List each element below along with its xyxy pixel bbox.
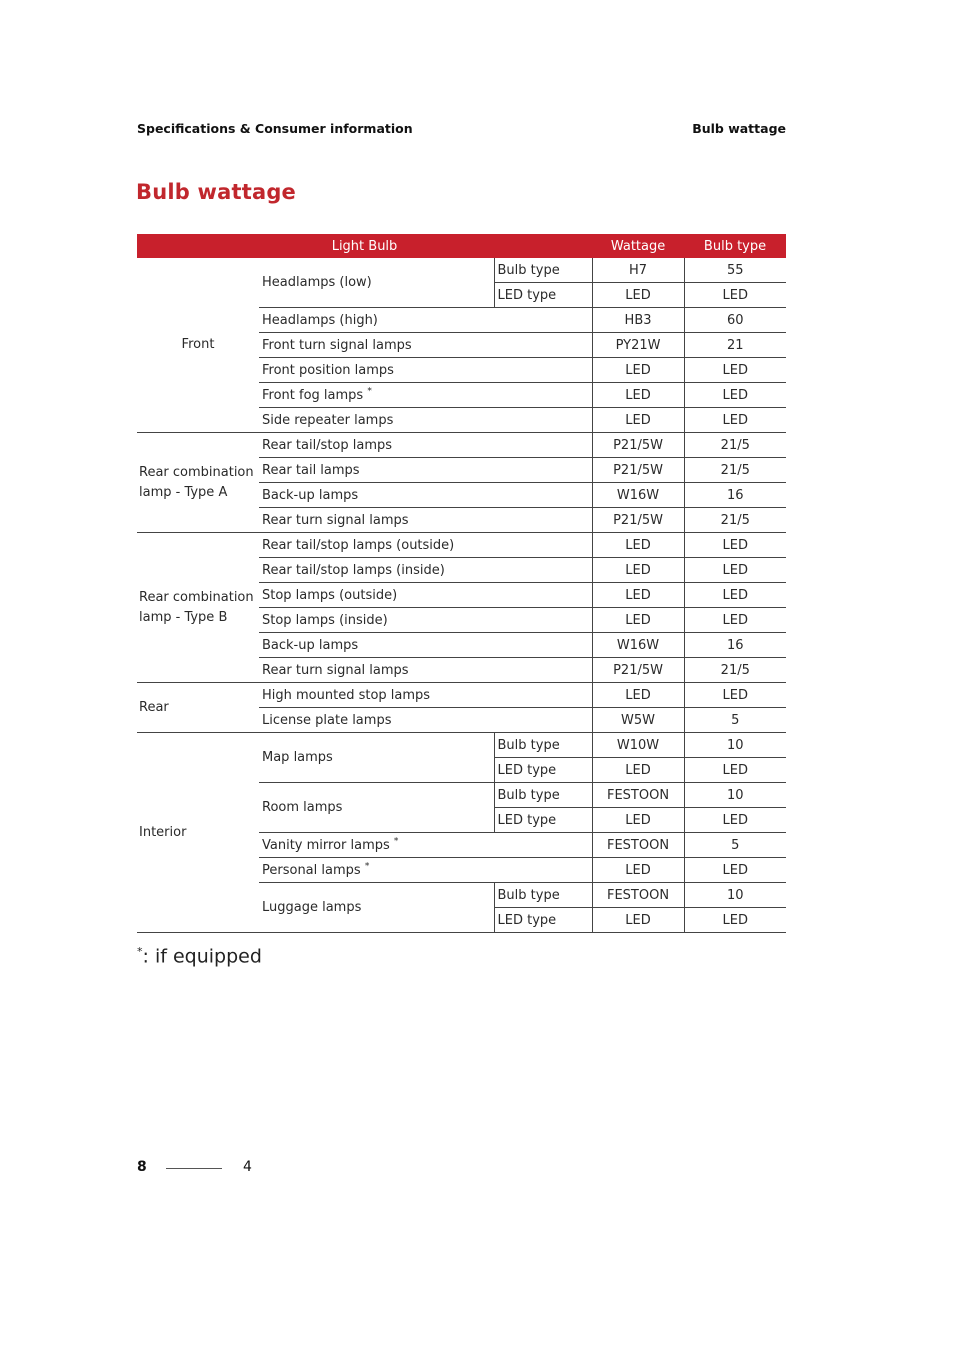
row-subtype-label: Bulb type: [494, 883, 592, 908]
row-bulb-type: 60: [684, 308, 786, 333]
running-header-topic: Bulb wattage: [692, 121, 786, 136]
row-item-label: Headlamps (low): [259, 258, 494, 308]
table-row: [137, 533, 786, 558]
row-item-cell: [259, 858, 592, 883]
column-header-wattage: Wattage: [592, 234, 684, 258]
row-item-label: Front fog lamps: [262, 387, 364, 403]
row-item-label: Front turn signal lamps: [259, 333, 592, 358]
row-wattage: LED: [592, 808, 684, 833]
row-bulb-type: LED: [684, 408, 786, 433]
row-item-label: Headlamps (high): [259, 308, 592, 333]
row-item-label: Side repeater lamps: [259, 408, 592, 433]
row-bulb-type: 10: [684, 883, 786, 908]
row-item-label: Luggage lamps: [259, 883, 494, 933]
row-subtype-label: LED type: [494, 808, 592, 833]
row-wattage: LED: [592, 358, 684, 383]
footnote-mark: *: [137, 945, 143, 958]
row-bulb-type: LED: [684, 608, 786, 633]
row-bulb-type: 21/5: [684, 433, 786, 458]
if-equipped-mark: *: [367, 386, 372, 397]
row-bulb-type: 16: [684, 633, 786, 658]
row-bulb-type: 21/5: [684, 508, 786, 533]
row-wattage: FESTOON: [592, 783, 684, 808]
row-item-label: Stop lamps (inside): [259, 608, 592, 633]
row-bulb-type: LED: [684, 683, 786, 708]
row-bulb-type: 16: [684, 483, 786, 508]
row-item-label: Rear turn signal lamps: [259, 658, 592, 683]
table-row: [137, 258, 786, 283]
row-wattage: LED: [592, 408, 684, 433]
row-wattage: W5W: [592, 708, 684, 733]
row-bulb-type: 5: [684, 833, 786, 858]
running-header-section: Specifications & Consumer information: [137, 121, 413, 136]
row-wattage: LED: [592, 283, 684, 308]
row-item-label: Rear turn signal lamps: [259, 508, 592, 533]
row-wattage: LED: [592, 608, 684, 633]
row-item-label: Rear tail/stop lamps: [259, 433, 592, 458]
row-wattage: LED: [592, 683, 684, 708]
column-header-bulb-type: Bulb type: [684, 234, 786, 258]
row-subtype-label: Bulb type: [494, 733, 592, 758]
row-bulb-type: LED: [684, 558, 786, 583]
row-subtype-label: Bulb type: [494, 783, 592, 808]
row-item-label: Rear tail lamps: [259, 458, 592, 483]
group-label-interior: Interior: [137, 733, 259, 933]
row-wattage: P21/5W: [592, 458, 684, 483]
row-subtype-label: LED type: [494, 908, 592, 933]
table-row: [137, 733, 786, 758]
row-bulb-type: LED: [684, 758, 786, 783]
row-item-cell: [259, 833, 592, 858]
page-number: 4: [243, 1159, 252, 1175]
row-wattage: LED: [592, 383, 684, 408]
row-item-label: Personal lamps: [262, 862, 361, 878]
row-wattage: LED: [592, 908, 684, 933]
column-header-light-bulb: Light Bulb: [137, 234, 592, 258]
row-bulb-type: 10: [684, 733, 786, 758]
group-label-rear-type-b: Rear combination lamp - Type B: [137, 533, 259, 683]
row-wattage: LED: [592, 583, 684, 608]
row-wattage: PY21W: [592, 333, 684, 358]
footnote-text: : if equipped: [142, 945, 262, 968]
row-item-label: Front position lamps: [259, 358, 592, 383]
row-bulb-type: LED: [684, 283, 786, 308]
row-bulb-type: LED: [684, 358, 786, 383]
row-bulb-type: LED: [684, 808, 786, 833]
row-wattage: W10W: [592, 733, 684, 758]
row-wattage: P21/5W: [592, 433, 684, 458]
footnote: [137, 945, 262, 967]
row-bulb-type: LED: [684, 533, 786, 558]
row-subtype-label: LED type: [494, 283, 592, 308]
row-wattage: LED: [592, 558, 684, 583]
table-row: [137, 433, 786, 458]
row-wattage: LED: [592, 533, 684, 558]
row-item-label: Back-up lamps: [259, 633, 592, 658]
row-item-label: Map lamps: [259, 733, 494, 783]
row-item-label: License plate lamps: [259, 708, 592, 733]
row-item-label: Back-up lamps: [259, 483, 592, 508]
row-wattage: LED: [592, 858, 684, 883]
row-bulb-type: 5: [684, 708, 786, 733]
group-label-front: Front: [137, 258, 259, 433]
row-wattage: P21/5W: [592, 508, 684, 533]
page-number-divider: [166, 1168, 222, 1169]
row-bulb-type: 10: [684, 783, 786, 808]
row-wattage: FESTOON: [592, 833, 684, 858]
bulb-wattage-table: [137, 234, 786, 933]
row-wattage: HB3: [592, 308, 684, 333]
row-item-label: Rear tail/stop lamps (inside): [259, 558, 592, 583]
table-row: [137, 683, 786, 708]
row-subtype-label: LED type: [494, 758, 592, 783]
group-label-rear: Rear: [137, 683, 259, 733]
row-bulb-type: 21/5: [684, 458, 786, 483]
if-equipped-mark: *: [364, 861, 370, 872]
row-item-label: High mounted stop lamps: [259, 683, 592, 708]
row-bulb-type: 21/5: [684, 658, 786, 683]
row-item-label: Rear tail/stop lamps (outside): [259, 533, 592, 558]
page-title: Bulb wattage: [136, 180, 296, 204]
row-wattage: FESTOON: [592, 883, 684, 908]
if-equipped-mark: *: [393, 836, 399, 847]
row-bulb-type: 21: [684, 333, 786, 358]
row-bulb-type: LED: [684, 583, 786, 608]
row-item-label: Room lamps: [259, 783, 494, 833]
row-item-cell: [259, 383, 592, 408]
group-label-rear-type-a: Rear combination lamp - Type A: [137, 433, 259, 533]
table-header-row: [137, 234, 786, 258]
row-wattage: LED: [592, 758, 684, 783]
row-bulb-type: LED: [684, 383, 786, 408]
row-item-label: Vanity mirror lamps: [262, 837, 390, 853]
row-bulb-type: LED: [684, 858, 786, 883]
row-item-label: Stop lamps (outside): [259, 583, 592, 608]
row-wattage: W16W: [592, 633, 684, 658]
row-wattage: W16W: [592, 483, 684, 508]
row-wattage: P21/5W: [592, 658, 684, 683]
row-wattage: H7: [592, 258, 684, 283]
chapter-number: 8: [137, 1159, 147, 1175]
row-bulb-type: 55: [684, 258, 786, 283]
row-subtype-label: Bulb type: [494, 258, 592, 283]
row-bulb-type: LED: [684, 908, 786, 933]
